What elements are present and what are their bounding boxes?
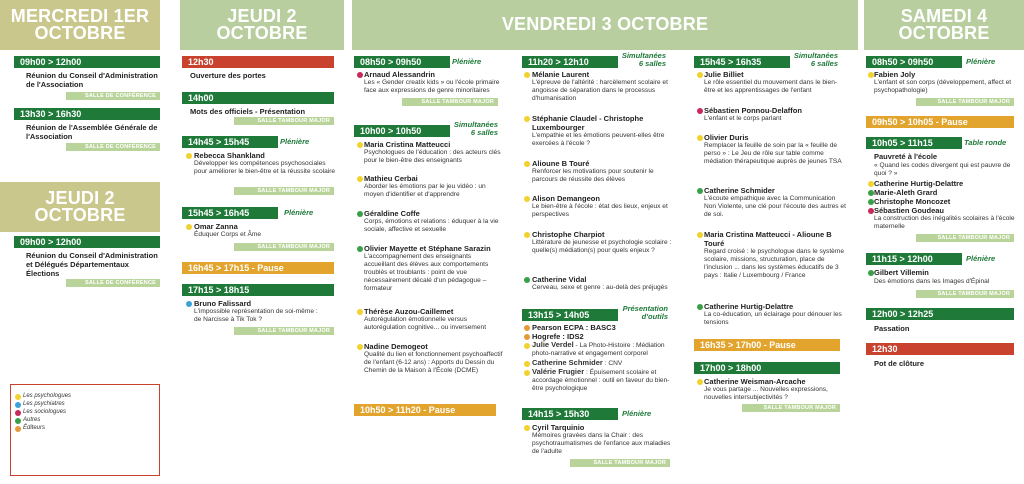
speaker-dot [357, 142, 363, 148]
tool-presenter: Catherine Schmider [532, 358, 603, 367]
roundtable-title: Pauvreté à l'école [874, 152, 938, 161]
talk-description: L'enfant et le corps parlant [704, 115, 782, 122]
speaker-name: Maria Cristina Matteucci [364, 140, 451, 149]
talk-description: Qualité du lien et fonctionnement psychoaffectif de l'enfant (6-12 ans) : Apports du Dessin du Chemin de la Maison à l'École (DCME) [364, 351, 503, 374]
speaker-name: Bruno Falissard [194, 299, 252, 308]
speaker-dot [524, 232, 530, 238]
session-title: Mots des officiels - Présentation [190, 107, 306, 116]
speaker-name: Mathieu Cerbai [364, 174, 418, 183]
talk-description: Le rôle essentiel du mouvement dans le bien-être et les apprentissages de l'enfant [704, 79, 838, 94]
room-label: SALLE TAMBOUR MAJOR [916, 98, 1014, 106]
room-label: SALLE DE CONFÉRENCE [66, 92, 160, 100]
speaker-name: Alioune B Touré [532, 159, 590, 168]
room-label: SALLE DE CONFÉRENCE [66, 279, 160, 287]
time-slot: 17h15 > 18h15 [182, 284, 334, 296]
legend-dot-green [15, 418, 21, 424]
speaker-name: Thérèse Auzou-Caillemet [364, 307, 454, 316]
panelist-name: Marie-Aleth Grard [874, 188, 938, 197]
time-slot: 11h15 > 12h00 [866, 253, 962, 265]
session-type: Table ronde [964, 138, 1007, 147]
time-slot: 11h20 > 12h10 [522, 56, 618, 68]
legend-dot-yellow [15, 394, 21, 400]
talk-description: L'accompagnement des enseignants accueillant des élèves aux comportements troublés et troublants : point de vue nécessairement décalé d'un pédagogue – formateur [364, 253, 489, 292]
session-type: Simultanées 6 salles [453, 120, 498, 137]
speaker-dot [524, 196, 530, 202]
speaker-name: Fabien Joly [874, 70, 916, 79]
talk-description: L'épreuve de l'altérité : harcèlement scolaire et angoisse de séparation dans le processus d'humanisation [532, 79, 668, 102]
pause-slot: 16h35 > 17h00 - Pause [694, 339, 840, 351]
time-slot: 12h00 > 12h25 [866, 308, 1014, 320]
speaker-name: Catherine Schmider [704, 186, 775, 195]
speaker-dot [186, 153, 192, 159]
talk-description: Psychologues de l'éducation : des acteurs clés pour le bien-être des enseignants [364, 149, 501, 164]
roundtable-question: « Quand les codes divergent qui est pauvre de quoi ? » [874, 162, 1011, 177]
panelist-name: Christophe Moncozet [874, 197, 951, 206]
speaker-name: Catherine Weisman-Arcache [704, 377, 806, 386]
legend-box [10, 384, 160, 476]
time-slot: 10h05 > 11h15 [866, 137, 962, 149]
speaker-dot [697, 379, 703, 385]
talk-description: L'empathie et les émotions peuvent-elles être exercées à l'école ? [532, 132, 665, 147]
talk-description: Mémoires gravées dans la Chair : des psychotraumatismes de l'enfance aux maladies de l'adulte [532, 432, 671, 455]
session-type: Plénière [966, 254, 996, 263]
speaker-dot [357, 72, 363, 78]
pause-slot: 09h50 > 10h05 - Pause [866, 116, 1014, 128]
speaker-name: Christophe Charpiot [532, 230, 605, 239]
speaker-name: Olivier Mayette et Stéphane Sarazin [364, 244, 491, 253]
speaker-name: Rebecca Shankland [194, 151, 265, 160]
speaker-dot [186, 301, 192, 307]
session-title: Réunion du Conseil d'Administration et Délégués Départementaux Élections [26, 251, 158, 278]
tool-description [532, 341, 674, 358]
speaker-name: Catherine Hurtig-Delattre [704, 302, 794, 311]
session-type: Plénière [280, 137, 310, 146]
day-header-thursday: JEUDI 2 OCTOBRE [0, 182, 160, 232]
time-slot: 09h00 > 12h00 [14, 236, 160, 248]
speaker-dot [524, 116, 530, 122]
time-slot: 17h00 > 18h00 [694, 362, 840, 374]
speaker-dot [524, 370, 530, 376]
editor-dot [524, 334, 530, 340]
talk-description: Développer les compétences psychosociales pour améliorer le bien-être et la réussite scolaire [194, 160, 336, 175]
talk-description: Renforcer les motivations pour soutenir le parcours de réussite des élèves [532, 168, 654, 183]
legend-label: Les psychiatres [23, 401, 65, 407]
legend-label: Les sociologues [23, 409, 67, 415]
legend-label: Éditeurs [23, 425, 46, 431]
speaker-name: Mélanie Laurent [532, 70, 590, 79]
tool-detail: - La Photo-Histoire : Médiation photo-narrative et engagement corporel [532, 342, 665, 357]
session-title: Réunion de l'Assemblée Générale de l'Association [26, 123, 158, 141]
talk-description: La co-éducation, un éclairage pour dénouer les tensions [704, 311, 842, 326]
speaker-name: Cyril Tarquinio [532, 423, 585, 432]
talk-description: Littérature de jeunesse et psychologie scolaire : quelle(s) médiation(s) pour quels enjeux ? [532, 239, 672, 254]
room-label: SALLE TAMBOUR MAJOR [570, 459, 670, 467]
talk-description: Éduquer Corps et Âme [194, 231, 262, 238]
time-slot: 12h30 [182, 56, 334, 68]
speaker-dot [357, 344, 363, 350]
speaker-name: Nadine Demogeot [364, 342, 428, 351]
speaker-dot [524, 425, 530, 431]
time-slot: 13h15 > 14h05 [522, 309, 618, 321]
room-label: SALLE TAMBOUR MAJOR [234, 243, 334, 251]
time-slot: 10h00 > 10h50 [354, 125, 450, 137]
talk-description: Cerveau, sexe et genre : au-delà des préjugés [532, 284, 668, 291]
time-slot: 13h30 > 16h30 [14, 108, 160, 120]
session-title: Réunion du Conseil d'Administration de l'Association [26, 71, 158, 89]
talk-description: Le bien-être à l'école : état des lieux, enjeux et perspectives [532, 203, 668, 218]
speaker-name: Géraldine Coffe [364, 209, 420, 218]
legend-dot-orange [15, 426, 21, 432]
talk-description: Remplacer la feuille de soin par la « feuille de perso » : Le Jeu de rôle sur table comme médiation thérapeutique auprès de jeunes TSA [704, 142, 842, 165]
talk-description: La construction des inégalités scolaires à l'école maternelle [874, 215, 1015, 230]
speaker-name: Catherine Vidal [532, 275, 587, 284]
speaker-dot [524, 72, 530, 78]
speaker-dot [697, 72, 703, 78]
speaker-dot [697, 188, 703, 194]
session-type: Plénière [284, 208, 314, 217]
speaker-name: Sébastien Ponnou-Delaffon [704, 106, 802, 115]
speaker-dot [524, 343, 530, 349]
session-title: Passation [874, 324, 910, 333]
talk-description: Regard croisé : le psychologue dans le système scolaire, missions, structuration, place de l'inclusion ... dans les systèmes éducatifs de 3 pays : Italie / Luxembourg / France [704, 248, 845, 279]
speaker-name: Olivier Duris [704, 133, 749, 142]
speaker-dot [697, 135, 703, 141]
talk-description: Les « Gender creatix kids » ou l'école primaire face aux expressions de genre minoritaires [364, 79, 500, 94]
talk-description: Corps, émotions et relations : éduquer à la vie sociale, affective et sexuelle [364, 218, 499, 233]
day-header-thursday: JEUDI 2 OCTOBRE [180, 0, 344, 50]
speaker-dot [697, 232, 703, 238]
panelist-name: Sébastien Goudeau [874, 206, 945, 215]
speaker-name: Maria Cristina Matteucci - Alioune B Touré [704, 230, 832, 248]
speaker-name: Omar Zanna [194, 222, 238, 231]
room-label: SALLE TAMBOUR MAJOR [234, 327, 334, 335]
pause-slot: 16h45 > 17h15 - Pause [182, 262, 334, 274]
panelist-name: Catherine Hurtig-Delattre [874, 179, 964, 188]
speaker-dot [357, 176, 363, 182]
legend-dot-red [15, 410, 21, 416]
day-header-wednesday: MERCREDI 1ER OCTOBRE [0, 0, 160, 50]
room-label: SALLE TAMBOUR MAJOR [916, 290, 1014, 298]
speaker-name: Julie Billiet [704, 70, 744, 79]
time-slot: 14h15 > 15h30 [522, 408, 618, 420]
tool-description [532, 368, 674, 393]
speaker-name: Gilbert Villemin [874, 268, 929, 277]
day-header-friday: VENDREDI 3 OCTOBRE [352, 0, 858, 50]
room-label: SALLE TAMBOUR MAJOR [234, 187, 334, 195]
talk-description: Je vous partage ... Nouvelles expressions, nouvelles intersubjectivités ? [704, 386, 828, 401]
talk-description: Autorégulation émotionnelle versus autorégulation cognitive... ou inversement [364, 316, 487, 331]
day-header-saturday: SAMEDI 4 OCTOBRE [864, 0, 1024, 50]
speaker-dot [524, 361, 530, 367]
tool-detail: : Épuisement scolaire et accordage émotionnel : outil en faveur du bien-être psychologique [532, 369, 670, 392]
speaker-dot [357, 309, 363, 315]
tool-detail: : CNV [604, 360, 623, 367]
speaker-dot [357, 246, 363, 252]
time-slot: 09h00 > 12h00 [14, 56, 160, 68]
tool-presenter: Hogrefe : IDS2 [532, 332, 584, 341]
session-type: Plénière [622, 409, 652, 418]
speaker-name: Arnaud Alessandrin [364, 70, 435, 79]
speaker-dot [186, 224, 192, 230]
speaker-dot [697, 108, 703, 114]
speaker-name: Stéphanie Claudel - Christophe Luxembourger [532, 114, 644, 132]
session-type: Simultanées 6 salles [793, 51, 838, 68]
legend-dot-blue [15, 402, 21, 408]
room-label: SALLE DE CONFÉRENCE [66, 143, 160, 151]
session-type: Simultanées 6 salles [621, 51, 666, 68]
time-slot: 15h45 > 16h35 [694, 56, 790, 68]
talk-description: L'enfant et son corps (développement, affect et psychopathologie) [874, 79, 1012, 94]
talk-description: L'écoute empathique avec la Communication Non Violente, une clé pour l'écoute des autres et de soi. [704, 195, 846, 218]
tool-presenter: Valérie Frugier [532, 367, 585, 376]
speaker-dot [697, 304, 703, 310]
talk-description: L'impossible représentation de soi-même : de Narcisse à Tik Tok ? [194, 308, 318, 323]
time-slot: 12h30 [866, 343, 1014, 355]
speaker-dot [524, 277, 530, 283]
room-label: SALLE TAMBOUR MAJOR [402, 98, 498, 106]
session-type: Plénière [452, 57, 482, 66]
pause-slot: 10h50 > 11h20 - Pause [354, 404, 496, 416]
time-slot: 08h50 > 09h50 [354, 56, 450, 68]
room-label: SALLE TAMBOUR MAJOR [234, 117, 334, 125]
talk-description: Des émotions dans les Images d'Épinal [874, 278, 990, 285]
session-title: Pot de clôture [874, 359, 925, 368]
room-label: SALLE TAMBOUR MAJOR [742, 404, 840, 412]
speaker-dot [524, 161, 530, 167]
tool-presenter: Julie Verdel [532, 340, 574, 349]
time-slot: 15h45 > 16h45 [182, 207, 278, 219]
tool-presenter: Pearson ECPA : BASC3 [532, 323, 616, 332]
time-slot: 14h00 [182, 92, 334, 104]
legend-label: Les psychologues [23, 393, 72, 399]
speaker-name: Alison Demangeon [532, 194, 600, 203]
time-slot: 14h45 > 15h45 [182, 136, 278, 148]
talk-description: Aborder les émotions par le jeu vidéo : un moyen d'identifier et d'apprendre [364, 183, 486, 198]
session-type: Plénière [966, 57, 996, 66]
session-title: Ouverture des portes [190, 71, 266, 80]
editor-dot [524, 325, 530, 331]
session-type: Présentation d'outils [622, 304, 668, 321]
time-slot: 08h50 > 09h50 [866, 56, 962, 68]
room-label: SALLE TAMBOUR MAJOR [916, 234, 1014, 242]
legend-label: Autres [23, 417, 41, 423]
speaker-dot [357, 211, 363, 217]
